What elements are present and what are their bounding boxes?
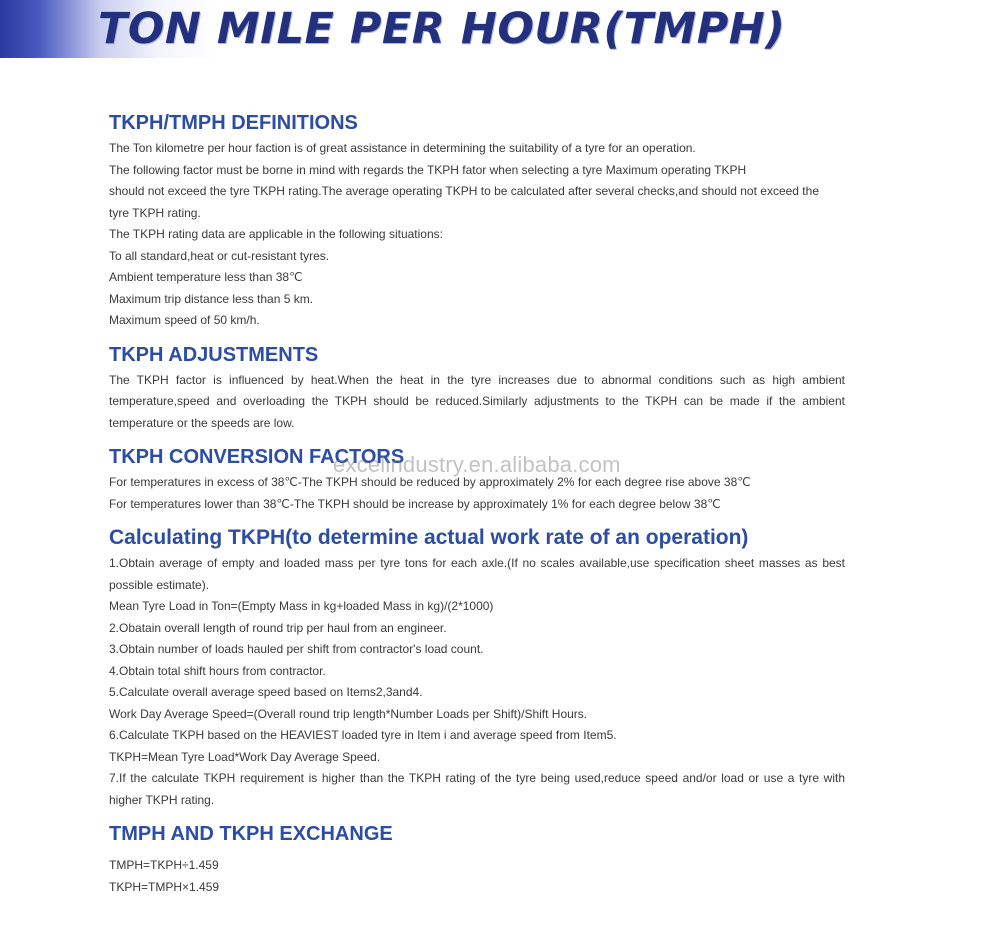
watermark-text: excelindustry.en.alibaba.com <box>333 452 621 477</box>
adjustments-paragraph: The TKPH factor is influenced by heat.When the heat in the tyre increases due to abnormal conditions such as high ambient temperature,speed and overloading the TKPH should be reduced.Similarly adjustments to the TKPH can be made if the ambient temperature or the speeds are low. <box>109 372 845 430</box>
definitions-line-9: Maximum speed of 50 km/h. <box>109 313 260 327</box>
calculating-step-1: 1.Obtain average of empty and loaded mass per tyre tons for each axle.(If no scales available,use specification sheet masses as best possible estimate). <box>109 556 845 592</box>
calculating-heading: Calculating TKPH(to determine actual work rate of an operation) <box>109 526 749 549</box>
definitions-line-2: The following factor must be borne in mind with regards the TKPH fator when selecting a tyre Maximum operating TKPH <box>109 162 747 177</box>
definitions-line-7: Ambient temperature less than 38℃ <box>109 270 303 284</box>
definitions-line-5: The TKPH rating data are applicable in the following situations: <box>109 227 443 241</box>
exchange-line-1: TMPH=TKPH÷1.459 <box>109 858 219 872</box>
calculating-line-5: 5.Calculate overall average speed based on Items2,3and4. <box>109 685 423 699</box>
calculating-line-3: 3.Obtain number of loads hauled per shift from contractor's load count. <box>109 642 484 656</box>
calculating-line-8: TKPH=Mean Tyre Load*Work Day Average Speed. <box>109 749 381 764</box>
calculating-line-4: 4.Obtain total shift hours from contractor. <box>109 663 326 678</box>
definitions-line-6: To all standard,heat or cut-resistant tyres. <box>109 248 330 263</box>
conversion-line-2: For temperatures lower than 38℃-The TKPH should be increase by approximately 1% for each degree below 38℃ <box>109 496 721 511</box>
definitions-line-8: Maximum trip distance less than 5 km. <box>109 291 314 306</box>
adjustments-heading: TKPH ADJUSTMENTS <box>109 343 319 366</box>
calculating-line-7: 6.Calculate TKPH based on the HEAVIEST loaded tyre in Item i and average speed from Item5. <box>109 728 617 742</box>
conversion-heading: TKPH CONVERSION FACTORS <box>109 446 405 468</box>
document-body <box>109 108 845 898</box>
definitions-line-3: should not exceed the tyre TKPH rating.The average operating TKPH to be calculated after several checks,and should not exceed the <box>109 184 819 198</box>
calculating-line-6: Work Day Average Speed=(Overall round trip length*Number Loads per Shift)/Shift Hours. <box>109 706 588 721</box>
definitions-heading: TKPH/TMPH DEFINITIONS <box>109 112 358 134</box>
definitions-line-1: The Ton kilometre per hour faction is of great assistance in determining the suitability of a tyre for an operation. <box>109 141 696 155</box>
calculating-line-1: Mean Tyre Load in Ton=(Empty Mass in kg+loaded Mass in kg)/(2*1000) <box>109 599 494 613</box>
calculating-line-2: 2.Obatain overall length of round trip per haul from an engineer. <box>109 620 447 635</box>
exchange-line-2: TKPH=TMPH×1.459 <box>109 879 220 894</box>
page-title: TON MILE PER HOUR(TMPH) <box>98 4 786 54</box>
definitions-line-4: tyre TKPH rating. <box>109 205 201 220</box>
calculating-step-7: 7.If the calculate TKPH requirement is higher than the TKPH rating of the tyre being used,reduce speed and/or load or use a tyre with higher TKPH rating. <box>109 771 845 807</box>
exchange-heading: TMPH AND TKPH EXCHANGE <box>109 823 393 845</box>
conversion-line-1: For temperatures in excess of 38℃-The TKPH should be reduced by approximately 2% for each degree rise above 38℃ <box>109 475 751 489</box>
title-banner <box>0 0 995 58</box>
